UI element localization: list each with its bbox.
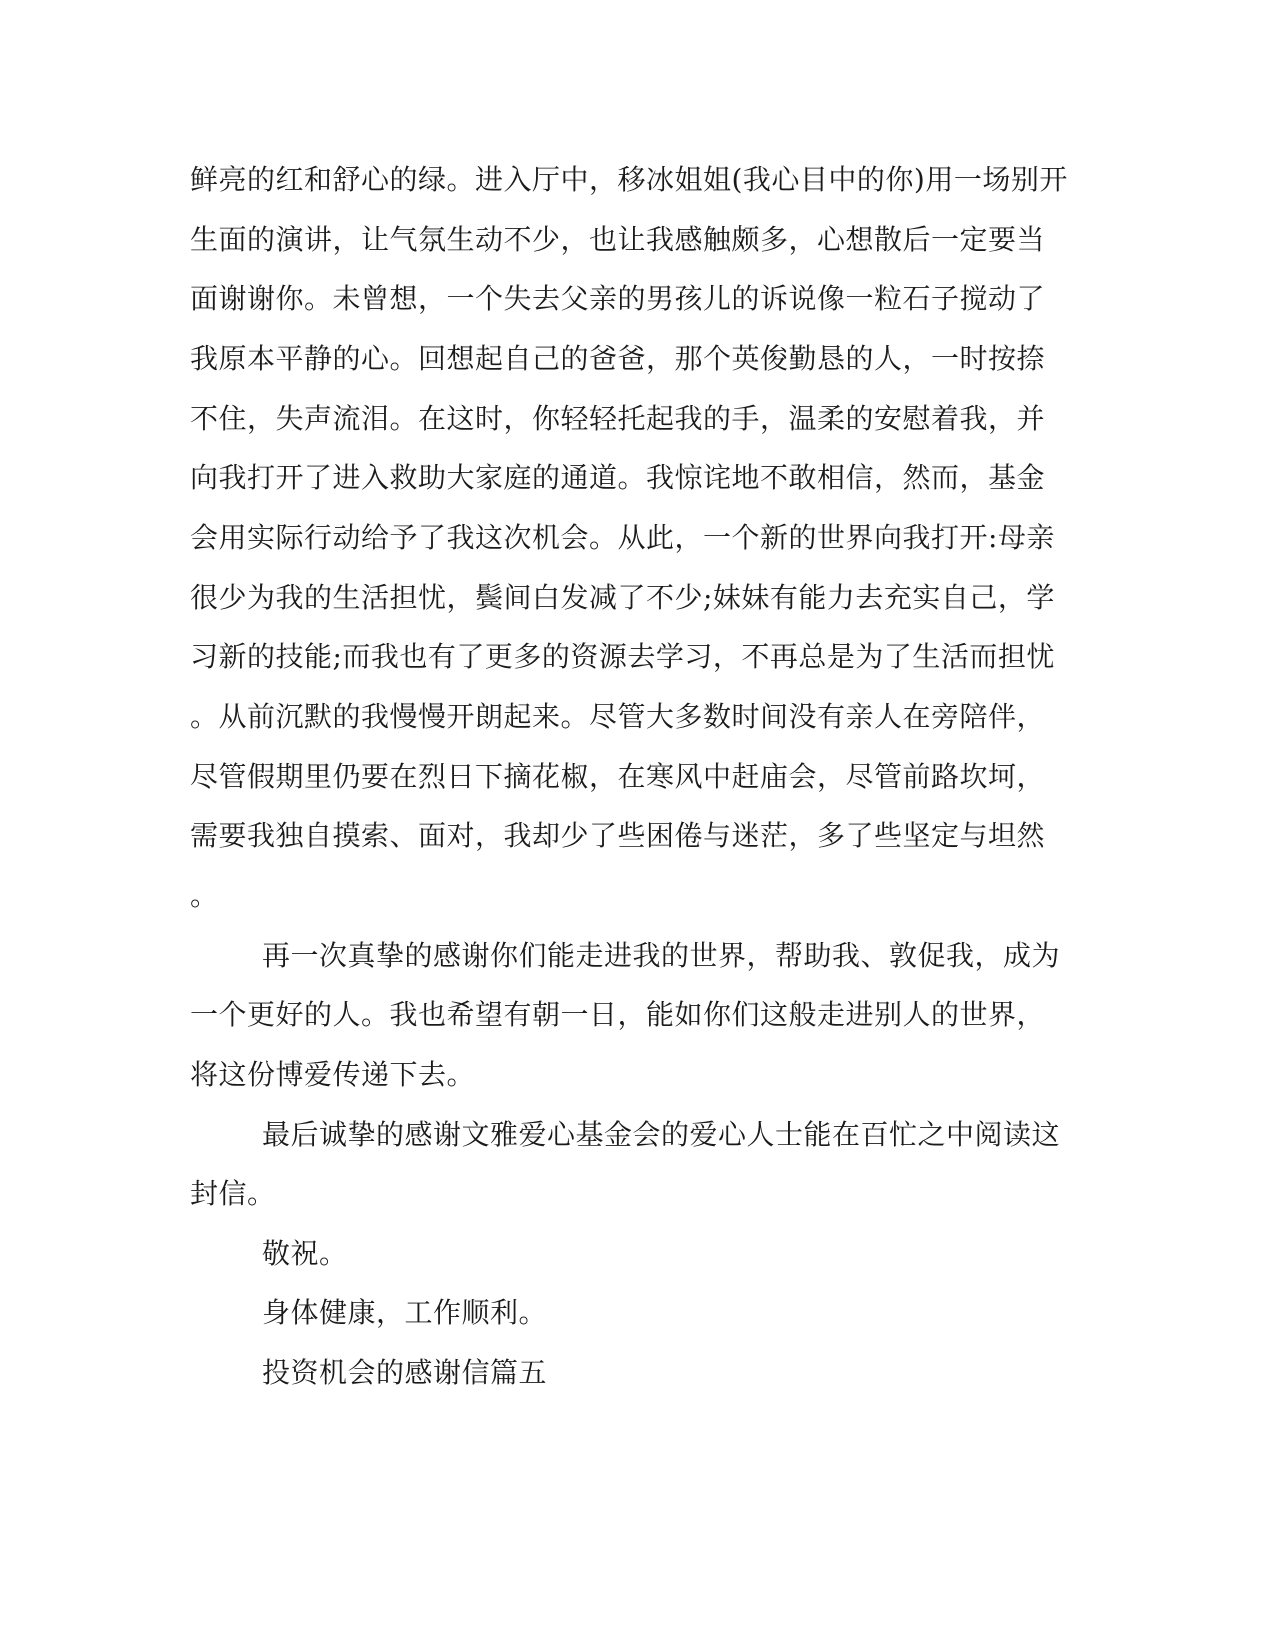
text-line: 。从前沉默的我慢慢开朗起来。尽管大多数时间没有亲人在旁陪伴， xyxy=(190,700,1046,733)
text-line: 一个更好的人。我也希望有朝一日，能如你们这般走进别人的世界， xyxy=(190,998,1046,1031)
text-line: 不住，失声流泪。在这时，你轻轻托起我的手，温柔的安慰着我，并 xyxy=(190,402,1046,435)
text-line: 鲜亮的红和舒心的绿。进入厅中，移冰姐姐(我心目中的你)用一场别开 xyxy=(190,163,1068,196)
text-line: 需要我独自摸索、面对，我却少了些困倦与迷茫，多了些坚定与坦然 xyxy=(190,819,1046,852)
closing-wish: 身体健康，工作顺利。 xyxy=(262,1296,548,1329)
salutation: 敬祝。 xyxy=(262,1237,348,1270)
text-line: 很少为我的生活担忧，鬓间白发减了不少;妹妹有能力去充实自己，学 xyxy=(190,581,1055,614)
text-line: 会用实际行动给予了我这次机会。从此，一个新的世界向我打开:母亲 xyxy=(190,521,1055,554)
text-line: 尽管假期里仍要在烈日下摘花椒，在寒风中赶庙会，尽管前路坎坷， xyxy=(190,760,1046,793)
text-line: 封信。 xyxy=(190,1177,276,1210)
text-line: 面谢谢你。未曾想，一个失去父亲的男孩儿的诉说像一粒石子搅动了 xyxy=(190,282,1046,315)
paragraph-start: 再一次真挚的感谢你们能走进我的世界，帮助我、敦促我，成为 xyxy=(262,939,1061,972)
text-line: 生面的演讲，让气氛生动不少，也让我感触颇多，心想散后一定要当 xyxy=(190,223,1046,256)
section-heading: 投资机会的感谢信篇五 xyxy=(262,1356,548,1389)
paragraph-start: 最后诚挚的感谢文雅爱心基金会的爱心人士能在百忙之中阅读这 xyxy=(262,1118,1061,1151)
text-line: 习新的技能;而我也有了更多的资源去学习，不再总是为了生活而担忧 xyxy=(190,640,1055,673)
text-line: 我原本平静的心。回想起自己的爸爸，那个英俊勤恳的人，一时按捺 xyxy=(190,342,1046,375)
text-line: 向我打开了进入救助大家庭的通道。我惊诧地不敢相信，然而，基金 xyxy=(190,461,1046,494)
text-line: 将这份博爱传递下去。 xyxy=(190,1058,476,1091)
text-line: 。 xyxy=(190,879,219,912)
